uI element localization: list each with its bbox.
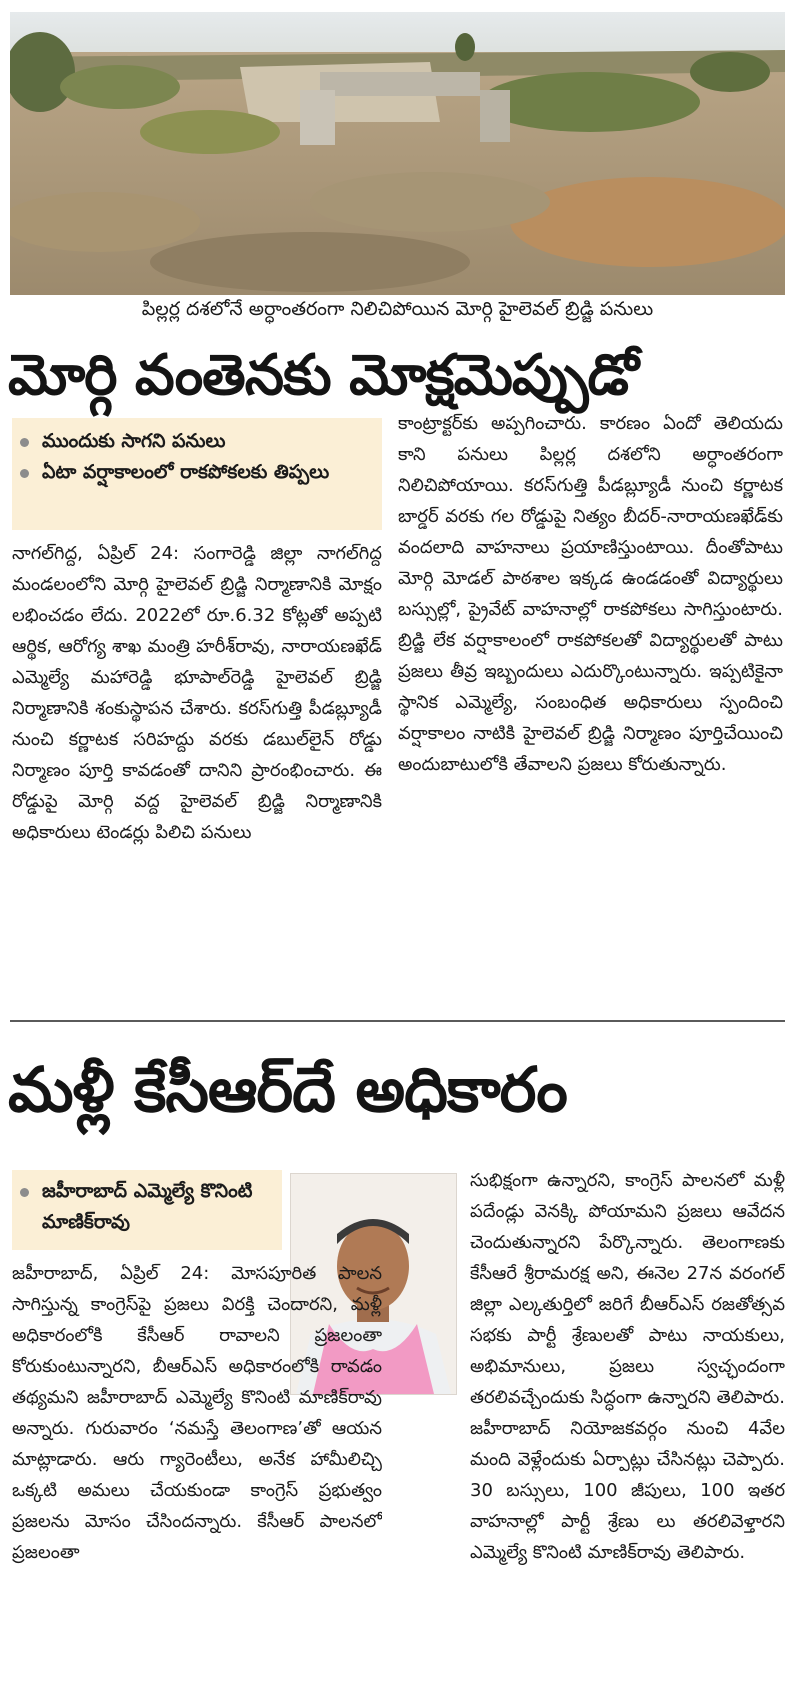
highlight-item [12, 1176, 282, 1238]
article1-paragraph-left: నాగల్‌గిద్ద, ఏప్రిల్ 24: సంగారెడ్డి జిల్లా నాగల్‌గిద్ద మండలంలోని మోర్గి హైలెవల్ బ్రిడ్జి నిర్మాణానికి మోక్షం లభించడం లేదు. 2022లో రూ.6.32 కోట్లతో అప్పటి ఆర్థిక, ఆరోగ్య శాఖ మంత్రి హరీశ్‌రావు, నారాయణఖేడ్ ఎమ్మెల్యే మహారెడ్డి భూపాల్‌రెడ్డి హైలెవల్ బ్రిడ్జి నిర్మాణానికి శంకుస్థాపన చేశారు. కరస్‌గుత్తి పీడబ్ల్యూడీ నుంచి కర్ణాటక సరిహద్దు వరకు డబుల్‌లైన్ రోడ్డు నిర్మాణం పూర్తి కావడంతో దానిని ప్రారంభించారు. ఈ రోడ్డుపై మోర్గి వద్ద హైలెవల్ బ్రిడ్జి నిర్మాణానికి అధికారులు టెండర్లు పిలిచి పనులు [12, 543, 382, 843]
article1-paragraph-right: కాంట్రాక్టర్‌కు అప్పగించారు. కారణం ఏందో తెలియదు కాని పనులు పిల్లర్ల దశలోని అర్ధాంతరంగా నిలిచిపోయాయి. కరస్‌గుత్తి పీడబ్ల్యూడీ నుంచి కర్ణాటక బార్డర్ వరకు గల రోడ్డుపై నిత్యం బీదర్-నారాయణఖేడ్‌కు వందలాది వాహనాలు ప్రయాణిస్తుంటాయి. దీంతోపాటు మోర్గి మోడల్ పాఠశాల ఇక్కడ ఉండడంతో విద్యార్థులు బస్సుల్లో, ప్రైవేట్ వాహనాల్లో రాకపోకలు సాగిస్తుంటారు. బ్రిడ్జి లేక వర్షాకాలంలో రాకపోకలతో విద్యార్థులతో పాటు ప్రజలు తీవ్ర ఇబ్బందులు ఎదుర్కొంటున్నారు. ఇప్పటికైనా స్థానిక ఎమ్మెల్యే, సంబంధిత అధికారులు స్పందించి వర్షాకాలం నాటికి హైలెవల్ బ్రిడ్జి నిర్మాణం పూర్తిచేయించి అందుబాటులోకి తేవాలని ప్రజలు కోరుతున్నారు. [398, 413, 783, 775]
photo-caption: పిల్లర్ల దశలోనే అర్ధాంతరంగా నిలిచిపోయిన మోర్గి హైలెవల్ బ్రిడ్జి పనులు [141, 298, 654, 320]
article1-body-right [398, 408, 783, 918]
article2-paragraph-right: సుభిక్షంగా ఉన్నారని, కాంగ్రెస్ పాలనలో మళ్లీ పదేండ్లు వెనక్కి పోయామని ప్రజలు ఆవేదన చెందుతున్నారని పేర్కొన్నారు. తెలంగాణకు కేసీఆరే శ్రీరామరక్ష అని, ఈనెల 27న వరంగల్ జిల్లా ఎల్కతుర్తిలో జరిగే బీఆర్‌ఎస్ రజతోత్సవ సభకు పార్టీ శ్రేణులతో పాటు నాయకులు, అభిమానులు, ప్రజలు స్వచ్ఛందంగా తరలివచ్చేందుకు సిద్ధంగా ఉన్నారని తెలిపారు. జహీరాబాద్ నియోజకవర్గం నుంచి 4వేల మంది వెళ్లేందుకు ఏర్పాట్లు చేసినట్లు చెప్పారు. 30 బస్సులు, 100 జీపులు, 100 ఇతర వాహనాల్లో పార్టీ శ్రేణు లు తరలివెళ్తారని ఎమ్మెల్యే కొనింటి మాణిక్‌రావు తెలిపారు. [470, 1170, 785, 1563]
highlight-text: ఏటా వర్షాకాలంలో రాకపోకలకు తిప్పలు [42, 461, 330, 483]
article2-highlights [12, 1170, 282, 1250]
highlight-item [12, 457, 382, 488]
article2-body-right [470, 1165, 785, 1688]
article-divider [10, 1020, 785, 1022]
bridge-site-photo [10, 12, 785, 295]
highlight-text: ముందుకు సాగని పనులు [42, 430, 226, 452]
bullet-icon [20, 1188, 29, 1197]
article2-headline: మళ్లీ కేసీఆర్‌దే అధికారం [8, 1053, 567, 1126]
bullet-icon [20, 469, 29, 478]
bullet-icon [20, 438, 29, 447]
highlight-item [12, 426, 382, 457]
article1-highlights [12, 418, 382, 530]
highlight-text: జహీరాబాద్ ఎమ్మెల్యే కొనింటి మాణిక్‌రావు [42, 1180, 253, 1233]
article1-headline: మోర్గి వంతెనకు మోక్షమెప్పుడో [8, 343, 638, 408]
article2-paragraph-left: జహీరాబాద్, ఏప్రిల్ 24: మోసపూరిత పాలన సాగిస్తున్న కాంగ్రెస్‌పై ప్రజలు విరక్తి చెందారని, మళ్లీ అధికారంలోకి కేసీఆర్ రావాలని ప్రజలంతా కోరుకుంటున్నారని, బీఆర్‌ఎస్ అధికారంలోకి రావడం తథ్యమని జహీరాబాద్ ఎమ్మెల్యే కొనింటి మాణిక్‌రావు అన్నారు. గురువారం ‘నమస్తే తెలంగాణ’తో ఆయన మాట్లాడారు. ఆరు గ్యారెంటీలు, అనేక హామీలిచ్చి ఒక్కటి అమలు చేయకుండా కాంగ్రెస్ ప్రభుత్వం ప్రజలను మోసం చేసిందన్నారు. కేసీఆర్ పాలనలో ప్రజలంతా [12, 1263, 382, 1563]
article1-body-left [12, 538, 382, 918]
article2-body-left [12, 1258, 382, 1688]
